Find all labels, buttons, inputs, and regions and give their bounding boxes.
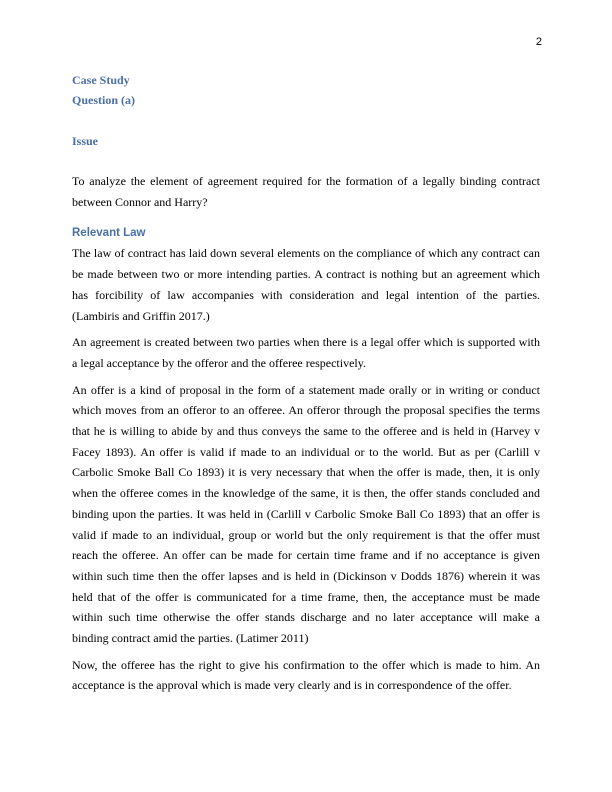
document-body <box>72 70 540 696</box>
heading-case-study: Case Study <box>72 73 130 87</box>
heading-question: Question (a) <box>72 93 135 107</box>
law-paragraph-3: An offer is a kind of proposal in the form of a statement made orally or in writing or conduct which moves from an offeror to an offeree. An offeror through the proposal specifies the terms that he is willing to abide by and thus conveys the same to the offeree and is held in (Harvey v Facey 1893). An offer is valid if made to an individual or to the world. But as per (Carlill v Carbolic Smoke Ball Co 1893) it is very necessary that when the offer is made, then, it is only when the offeree comes in the knowledge of the same, it is then, the offer stands concluded and binding upon the parties. It was held in (Carlill v Carbolic Smoke Ball Co 1893) that an offer is valid if made to an individual, group or world but the only requirement is that the offer must reach the offeree. An offer can be made for certain time frame and if no acceptance is given within such time then the offer lapses and is held in (Dickinson v Dodds 1876) wherein it was held that of the offer is communicated for a time frame, then, the acceptance must be made within such time otherwise the offer stands discharge and no later acceptance will make a binding contract amid the parties. (Latimer 2011) <box>72 382 540 646</box>
law-paragraph-2: An agreement is created between two parties when there is a legal offer which is supported with a legal acceptance by the offeror and the offeree respectively. <box>72 335 540 370</box>
issue-paragraph: To analyze the element of agreement required for the formation of a legally binding contract between Connor and Harry? <box>72 174 540 209</box>
page-number: 2 <box>535 36 542 48</box>
law-paragraph-4: Now, the offeree has the right to give his confirmation to the offer which is made to him. An acceptance is the approval which is made very clearly and is in correspondence of the offer. <box>72 657 540 693</box>
heading-relevant-law: Relevant Law <box>72 227 146 240</box>
heading-issue: Issue <box>72 134 99 148</box>
law-paragraph-1: The law of contract has laid down several elements on the compliance of which any contract can be made between two or more intending parties. A contract is nothing but an agreement which has forcibility of law accompanies with consideration and legal intention of the parties. (Lambiris and Griffin 2017.) <box>72 246 540 323</box>
